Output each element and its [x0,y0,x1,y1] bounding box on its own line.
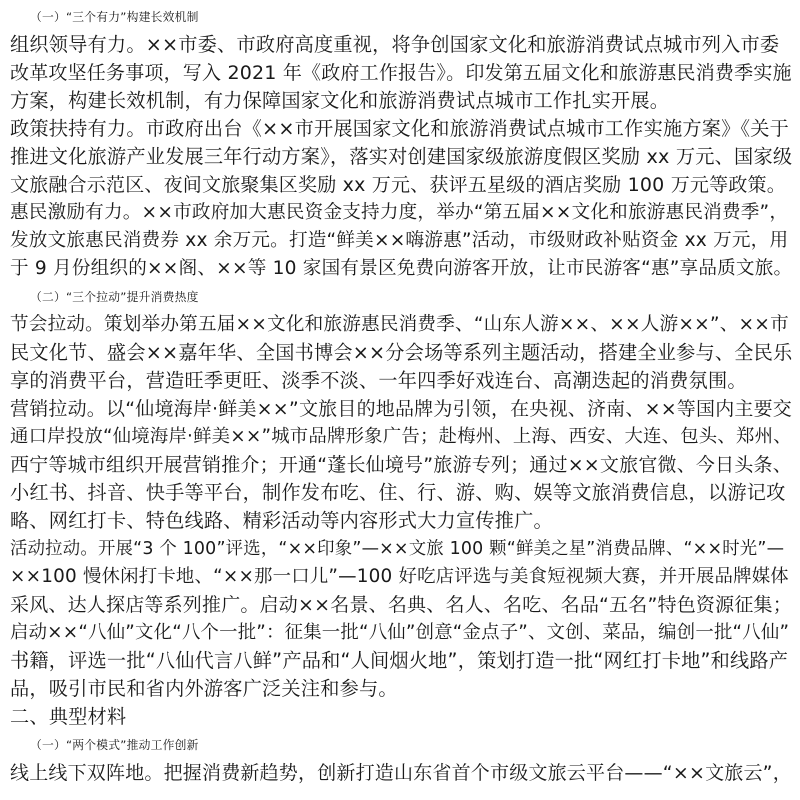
paragraph-line: 文旅融合示范区、夜间文旅聚集区奖励 xx 万元、获评五星级的酒店奖励 100 万元等政策。 [10,174,786,196]
section-heading: （一）“两个模式”推动工作创新 [30,738,199,752]
paragraph-line: 西宁等城市组织开展营销推介；开通“蓬长仙境号”旅游专列；通过××文旅官微、今日头条、 [10,454,792,476]
paragraph-line: 民文化节、盛会××嘉年华、全国书博会××分会场等系列主题活动，搭建全业参与、全民乐 [10,341,793,364]
paragraph-line: 改革攻坚任务事项，写入 2021 年《政府工作报告》。印发第五届文化和旅游惠民消费季实施 [10,62,792,84]
paragraph-line: 方案，构建长效机制，有力保障国家文化和旅游消费试点城市工作扎实开展。 [10,89,670,112]
paragraph-line: 节会拉动。策划举办第五届××文化和旅游惠民消费季、“山东人游××、××人游××”、××市 [10,314,789,335]
paragraph-line: 于 9 月份组织的××阁、××等 10 家国有景区免费向游客开放，让市民游客“惠”享品质文旅。 [10,258,793,279]
paragraph-line: 政策扶持有力。市政府出台《××市开展国家文化和旅游消费试点城市工作实施方案》《关于 [10,117,790,140]
paragraph-line: 品，吸引市民和省内外游客广泛关注和参与。 [10,677,398,700]
paragraph-line: 发放文旅惠民消费券 xx 余万元。打造“鲜美××嗨游惠”活动，市级财政补贴资金 xx 万元，用 [10,230,789,251]
paragraph-line: 营销拉动。以“仙境海岸·鲜美××”文旅目的地品牌为引领，在央视、济南、××等国内主要交 [10,398,793,420]
paragraph-line: 小红书、抖音、快手等平台，制作发布吃、住、行、游、购、娱等文旅消费信息，以游记攻 [10,481,786,504]
paragraph-line: ××100 慢休闲打卡地、“××那一口儿”—100 好吃店评选与美食短视频大赛，并开展品牌媒体 [10,566,789,587]
section-heading: （一）“三个有力”构建长效机制 [30,10,199,24]
section-heading: （二）“三个拉动”提升消费热度 [30,290,199,304]
paragraph-line: 惠民激励有力。××市政府加大惠民资金支持力度，举办“第五届××文化和旅游惠民消费季”， [10,202,789,223]
paragraph-line: 推进文化旅游产业发展三年行动方案》，落实对创建国家级旅游度假区奖励 xx 万元、国家级 [10,145,793,168]
paragraph-line: 采风、达人探店等系列推广。启动××名景、名典、名人、名吃、名品“五名”特色资源征集； [10,594,792,616]
paragraph-line: 组织领导有力。××市委、市政府高度重视，将争创国家文化和旅游消费试点城市列入市委 [10,33,780,56]
paragraph-line: 活动拉动。开展“3 个 100”评选，“××印象”—××文旅 100 颗“鲜美之星”消费品牌、“××时光”— [10,539,785,559]
paragraph-line: 书籍，评选一批“八仙代言八鲜”产品和“人间烟火地”，策划打造一批“网红打卡地”和线路产 [10,649,789,672]
paragraph-line: 通口岸投放“仙境海岸·鲜美××”城市品牌形象广告；赴梅州、上海、西安、大连、包头、郑州、 [10,426,792,447]
paragraph-line: 享的消费平台，营造旺季更旺、淡季不淡、一年四季好戏连台、高潮迭起的消费氛围。 [10,369,747,392]
paragraph-line: 启动××“八仙”文化“八个一批”：征集一批“八仙”创意“金点子”、文创、菜品，编创一批“八仙” [10,622,790,643]
paragraph-line: 线上线下双阵地。把握消费新趋势，创新打造山东省首个市级文旅云平台——“××文旅云”， [10,762,792,784]
paragraph-line: 略、网红打卡、特色线路、精彩活动等内容形式大力宣传推广。 [10,509,553,532]
section-heading: 二、典型材料 [10,705,127,728]
